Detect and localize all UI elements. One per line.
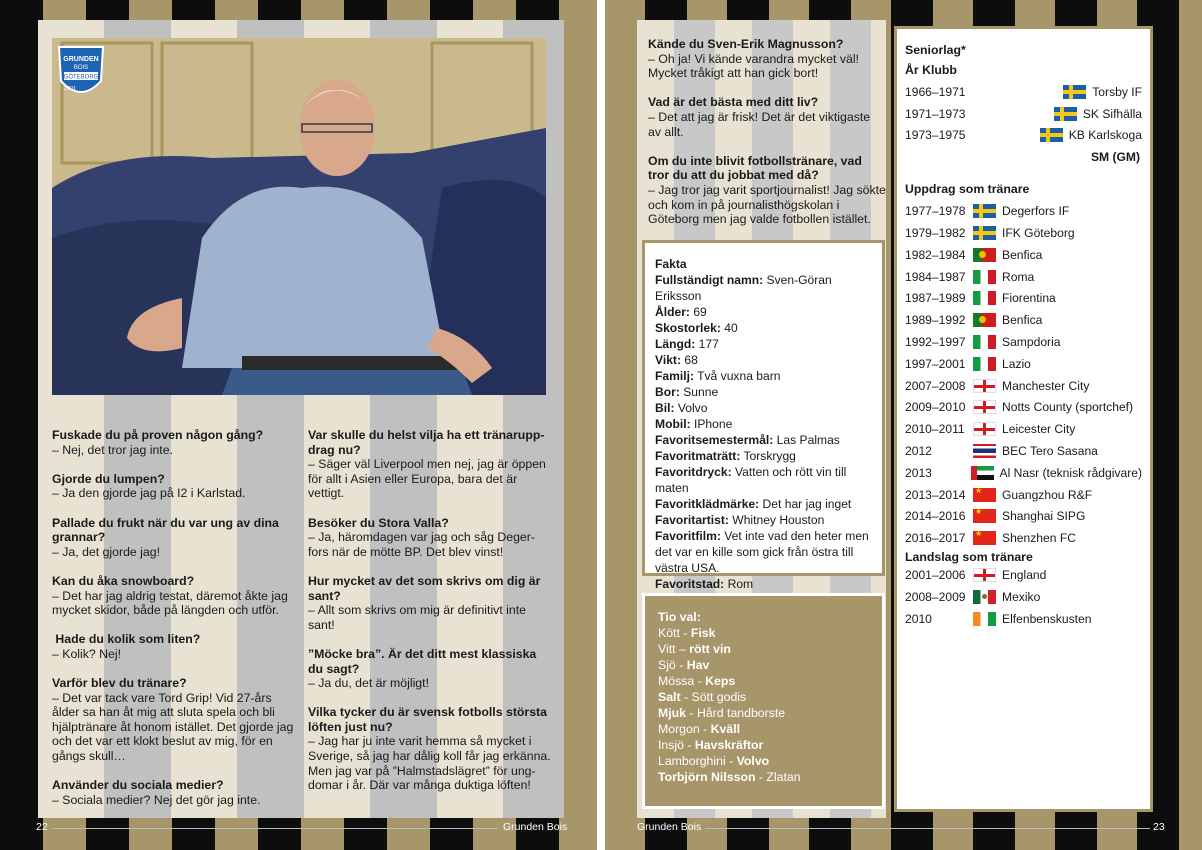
question: Kan du åka snowboard? [52,573,195,588]
fakta-item [655,496,872,512]
career-row [905,506,1142,528]
footer-rule [52,828,498,829]
ae-flag-icon [971,466,994,480]
mx-flag-icon [973,590,996,604]
career-year: 2001–2006 [905,568,966,583]
career-club: Torsby IF [1092,84,1142,99]
career-year: 2009–2010 [905,400,966,415]
tio-val-item: Insjö - Havskräftor [658,738,764,752]
fakta-key: Favoritdryck: [655,465,732,479]
career-row [905,608,1142,630]
tio-option-b: Hård tandborste [696,706,786,720]
career-club: Benfica [1002,247,1043,262]
tio-val-item: Vitt – rött vin [658,642,731,656]
fakta-item [655,304,872,320]
career-row [905,222,1142,244]
qa-item [648,37,886,81]
fakta-item [655,432,872,448]
answer: – Oh ja! Vi kände varandra mycket väl! Mycket tråkigt att han gick bort! [648,51,859,81]
career-club: Benfica [1002,313,1043,328]
tio-val-item: Salt - Sött godis [658,690,747,704]
fakta-value: 68 [681,353,698,367]
career-row [905,81,1142,103]
career-row [905,418,1142,440]
tio-option-a: Lamborghini [658,754,726,768]
answer: – Ja den gjorde jag på I2 i Karlstad. [52,486,246,501]
career-row [905,200,1142,222]
en-flag-icon [973,379,996,393]
career-club: Mexiko [1002,589,1041,604]
fakta-value: IPhone [690,417,733,431]
tio-option-b: Keps [705,674,736,688]
career-year: 1984–1987 [905,269,966,284]
career-year: 2013 [905,465,932,480]
fakta-key: Bor: [655,385,680,399]
fakta-value: Whitney Houston [728,513,825,527]
fakta-key: Längd: [655,337,696,351]
career-club: Fiorentina [1002,291,1056,306]
it-flag-icon [973,357,996,371]
fakta-list [655,272,872,592]
ci-flag-icon [973,612,996,626]
page-gutter [597,0,605,850]
question: Pallade du frukt när du var ung av dina grannar? [52,515,279,545]
cn-flag-icon [973,488,996,502]
nation-heading: Landslag som tränare [905,550,1033,565]
portrait-photo [52,38,546,395]
question: Fuskade du på proven någon gång? [52,428,264,442]
question: Var skulle du helst vilja ha ett tränarupp-drag nu? [308,428,545,457]
tio-option-b: Zlatan [766,770,801,784]
career-row [905,462,1142,484]
fakta-item [655,400,872,416]
fakta-key: Vikt: [655,353,681,367]
career-year: 1989–1992 [905,313,966,328]
qa-item [308,516,554,560]
left-content-panel [38,20,564,818]
career-club: Notts County (sportchef) [1002,400,1134,415]
qa-item [52,428,294,457]
it-flag-icon [973,291,996,305]
fakta-value: Sunne [679,385,719,399]
fakta-value: Sven-Göran Eriksson [655,273,836,303]
career-year: 2016–2017 [905,531,966,546]
qa-item [52,574,294,618]
tio-val-item: Morgon - Kväll [658,722,741,736]
career-year: 2010 [905,611,932,626]
answer: – Ja, häromdagen var jag och såg Deger-fors när de mötte BP. Det blev vinst! [308,530,535,559]
answer: – Allt som skrivs om mig är definitivt inte sant! [308,603,526,632]
fakta-value: Vet inte vad den heter men det var en kille som gick från östra till västra USA. [655,529,873,575]
answer: – Det har jag aldrig testat, däremot åkte jag mycket skidor, både på längden och utför. [52,588,288,618]
fakta-key: Bil: [655,401,675,415]
career-club: Elfenbenskusten [1002,611,1092,626]
fakta-key: Favoritartist: [655,513,729,527]
fakta-key: Mobil: [655,417,691,431]
career-row [905,397,1142,419]
tio-option-a: Torbjörn Nilsson [658,770,756,784]
se-flag-icon [973,204,996,218]
career-row [905,266,1142,288]
fakta-item [655,272,872,304]
career-row [905,353,1142,375]
th-flag-icon [973,444,996,458]
tio-option-a: Insjö [658,738,684,752]
fakta-key: Skostorlek: [655,321,721,335]
career-year: 1992–1997 [905,335,966,350]
career-club: England [1002,568,1047,583]
career-row [905,484,1142,506]
tio-val-item: Kött - Fisk [658,626,716,640]
qa-item [648,154,886,227]
tio-option-a: Morgon [658,722,700,736]
career-club: Leicester City [1002,422,1076,437]
question: Vad är det bästa med ditt liv? [648,95,819,110]
club-logo [56,41,106,105]
answer: – Ja, det gjorde jag! [52,544,161,559]
fakta-item [655,320,872,336]
tio-option-a: Kött [658,626,680,640]
pt-flag-icon [973,248,996,262]
fakta-value: 40 [720,321,738,335]
tio-option-b: Sött godis [691,690,747,704]
fakta-value: Rom [724,577,754,591]
career-year: 1987–1989 [905,291,966,306]
fakta-item [655,464,872,496]
answer: – Sociala medier? Nej det gör jag inte. [52,792,261,807]
right-page [605,0,1202,850]
qa-item [52,632,294,661]
career-club: Lazio [1002,356,1031,371]
fakta-value: Torskrygg [740,449,796,463]
nation-list [905,564,1142,629]
career-club: Guangzhou R&F [1002,487,1093,502]
svg-text:BOIS: BOIS [73,65,89,71]
question: Använder du sociala medier? [52,778,224,793]
qa-column-3 [648,37,886,241]
tio-val-item: Mjuk - Hård tandborste [658,706,786,720]
left-page [0,0,597,850]
career-year: 1977–1978 [905,204,966,219]
fakta-box [642,240,885,591]
question: Hade du kolik som liten? [52,632,201,647]
tio-option-b: Hav [686,658,710,672]
answer: – Jag tror jag varit sportjournalist! Jag sökte och kom in på journalisthögskolan i Göteborg men jag valde fotbollen istället. [648,182,886,227]
se-flag-icon [973,226,996,240]
career-club: KB Karlskoga [1068,128,1142,143]
career-year: 2007–2008 [905,378,966,393]
tio-val-item: Torbjörn Nilsson - Zlatan [658,770,801,784]
career-year: 1966–1971 [905,84,966,99]
fakta-item [655,384,872,400]
fakta-value: Två vuxna barn [693,369,781,383]
answer: – Jag har ju inte varit hemma så mycket i Sverige, så jag har dålig koll får jag erkänna. Men jag var på ”Halmstadslägret” för ung-domar i år. Där var många duktiga löften! [308,734,551,793]
career-box [894,26,1153,812]
career-club: Roma [1002,269,1035,284]
career-year: 2013–2014 [905,487,966,502]
svg-text:GÖTEBORG: GÖTEBORG [63,74,99,81]
question: ”Möcke bra”. Är det ditt mest klassiska du sagt? [308,646,537,676]
tio-option-a: Sjö [658,658,676,672]
coach-heading: Uppdrag som tränare [905,182,1030,197]
fakta-value: Las Palmas [773,433,840,447]
career-year: 1971–1973 [905,106,966,121]
career-club: Degerfors IF [1002,204,1070,219]
fakta-key: Favoritklädmärke: [655,497,760,511]
it-flag-icon [973,270,996,284]
fakta-key: Ålder: [655,305,690,319]
career-club: Sampdoria [1002,335,1061,350]
career-row [905,244,1142,266]
career-row [905,103,1142,125]
fakta-item [655,512,872,528]
career-row [905,527,1142,549]
answer: – Kolik? Nej! [52,646,122,661]
question: Hur mycket av det som skrivs om dig är sant? [308,573,541,603]
tio-option-a: Salt [658,690,681,704]
career-year: 2008–2009 [905,589,966,604]
answer: – Det att jag är frisk! Det är det viktigaste av allt. [648,109,871,139]
cn-flag-icon [973,531,996,545]
page-number-right: 23 [1153,821,1165,833]
page-number-left: 22 [36,821,48,833]
tio-option-b: Fisk [690,626,716,640]
se-flag-icon [1054,107,1077,121]
career-year: 1982–1984 [905,247,966,262]
answer: – Säger väl Liverpool men nej, jag är öppen för allt i Asien eller Europa, bara det är vettigt. [308,457,546,501]
senior-heading: Seniorlag* [905,43,966,57]
tio-option-a: Vitt [658,642,676,656]
tio-option-a: Mössa [658,674,695,688]
tio-option-b: rött vin [689,642,731,656]
coach-list [905,200,1142,549]
fakta-key: Favoritmaträtt: [655,449,741,463]
fakta-heading: Fakta [655,257,687,271]
qa-item [308,705,554,793]
svg-text:GRUNDEN: GRUNDEN [63,56,99,63]
fakta-value: Vatten och rött vin till maten [655,465,850,495]
fakta-key: Favoritsemestermål: [655,433,774,447]
senior-total: SM (GM) [1090,150,1140,165]
question: Vilka tycker du är svensk fotbolls största löften just nu? [308,705,547,734]
career-club: Shenzhen FC [1002,531,1076,546]
fakta-value: Det har jag inget [759,497,852,511]
pt-flag-icon [973,313,996,327]
fakta-item [655,368,872,384]
footer-title-right: Grunden Bois [637,821,702,833]
career-club: Shanghai SIPG [1002,509,1086,524]
tio-option-a: Mjuk [658,706,687,720]
tio-val-item: Lamborghini - Volvo [658,754,770,768]
fakta-item [655,416,872,432]
en-flag-icon [973,568,996,582]
it-flag-icon [973,335,996,349]
career-club: BEC Tero Sasana [1002,444,1098,459]
career-year: 1973–1975 [905,128,966,143]
fakta-item [655,448,872,464]
career-row [905,564,1142,586]
tio-option-b: Kväll [710,722,741,736]
career-row [905,586,1142,608]
career-row [905,440,1142,462]
fakta-item [655,528,872,576]
question: Kände du Sven-Erik Magnusson? [648,37,844,51]
tio-val-list [658,625,869,785]
en-flag-icon [973,422,996,436]
career-club: IFK Göteborg [1002,226,1075,241]
fakta-value: 69 [689,305,707,319]
tio-option-b: Volvo [736,754,770,768]
qa-item [52,472,294,501]
career-club: Al Nasr (teknisk rådgivare) [999,465,1142,480]
qa-column-2 [308,428,554,807]
career-row [905,125,1142,147]
answer: – Det var tack vare Tord Grip! Vid 27-års ålder sa han åt mig att sluta spela och bli hjälptränare åt honom istället. Det gjorde jag och det var ett klokt beslut av mig, för en gångs skull… [52,690,294,764]
career-row [905,331,1142,353]
tio-val-item: Mössa - Keps [658,674,736,688]
qa-item [308,428,554,501]
senior-list [905,81,1142,146]
question: Gjorde du lumpen? [52,471,165,486]
qa-item [308,574,554,632]
career-year: 1979–1982 [905,226,966,241]
fakta-item [655,576,872,592]
career-year: 1997–2001 [905,356,966,371]
answer: – Nej, det tror jag inte. [52,442,173,457]
career-year: 2012 [905,444,932,459]
question: Besöker du Stora Valla? [308,515,449,530]
fakta-value: Volvo [674,401,708,415]
senior-subheading: År Klubb [905,63,957,77]
qa-item [52,778,294,807]
fakta-item [655,352,872,368]
svg-text:2001: 2001 [63,86,77,92]
tio-option-b: Havskräftor [694,738,764,752]
cn-flag-icon [973,509,996,523]
fakta-key: Fullständigt namn: [655,273,764,287]
en-flag-icon [973,400,996,414]
tio-val-box [642,593,885,809]
career-row [905,375,1142,397]
fakta-key: Favoritfilm: [655,529,721,543]
career-club: Manchester City [1002,378,1090,393]
question: Varför blev du tränare? [52,676,187,691]
tio-val-heading: Tio val: [658,610,701,624]
fakta-value: 177 [695,337,719,351]
question: Om du inte blivit fotbollstränare, vad tror du att du jobbat med då? [648,153,862,183]
qa-column-1 [52,428,294,822]
fakta-key: Familj: [655,369,694,383]
tio-val-item: Sjö - Hav [658,658,710,672]
career-row [905,288,1142,310]
footer-title-left: Grunden Bois [503,821,568,833]
fakta-key: Favoritstad: [655,577,725,591]
se-flag-icon [1040,128,1063,142]
fakta-item [655,336,872,352]
qa-item [52,676,294,764]
qa-item [308,647,554,691]
career-club: SK Sifhälla [1082,106,1142,121]
qa-item [648,95,886,139]
answer: – Ja du, det är möjligt! [308,676,429,691]
career-year: 2010–2011 [905,422,965,437]
qa-item [52,516,294,560]
footer-rule [705,828,1150,829]
career-year: 2014–2016 [905,509,966,524]
se-flag-icon [1063,85,1086,99]
career-row [905,309,1142,331]
